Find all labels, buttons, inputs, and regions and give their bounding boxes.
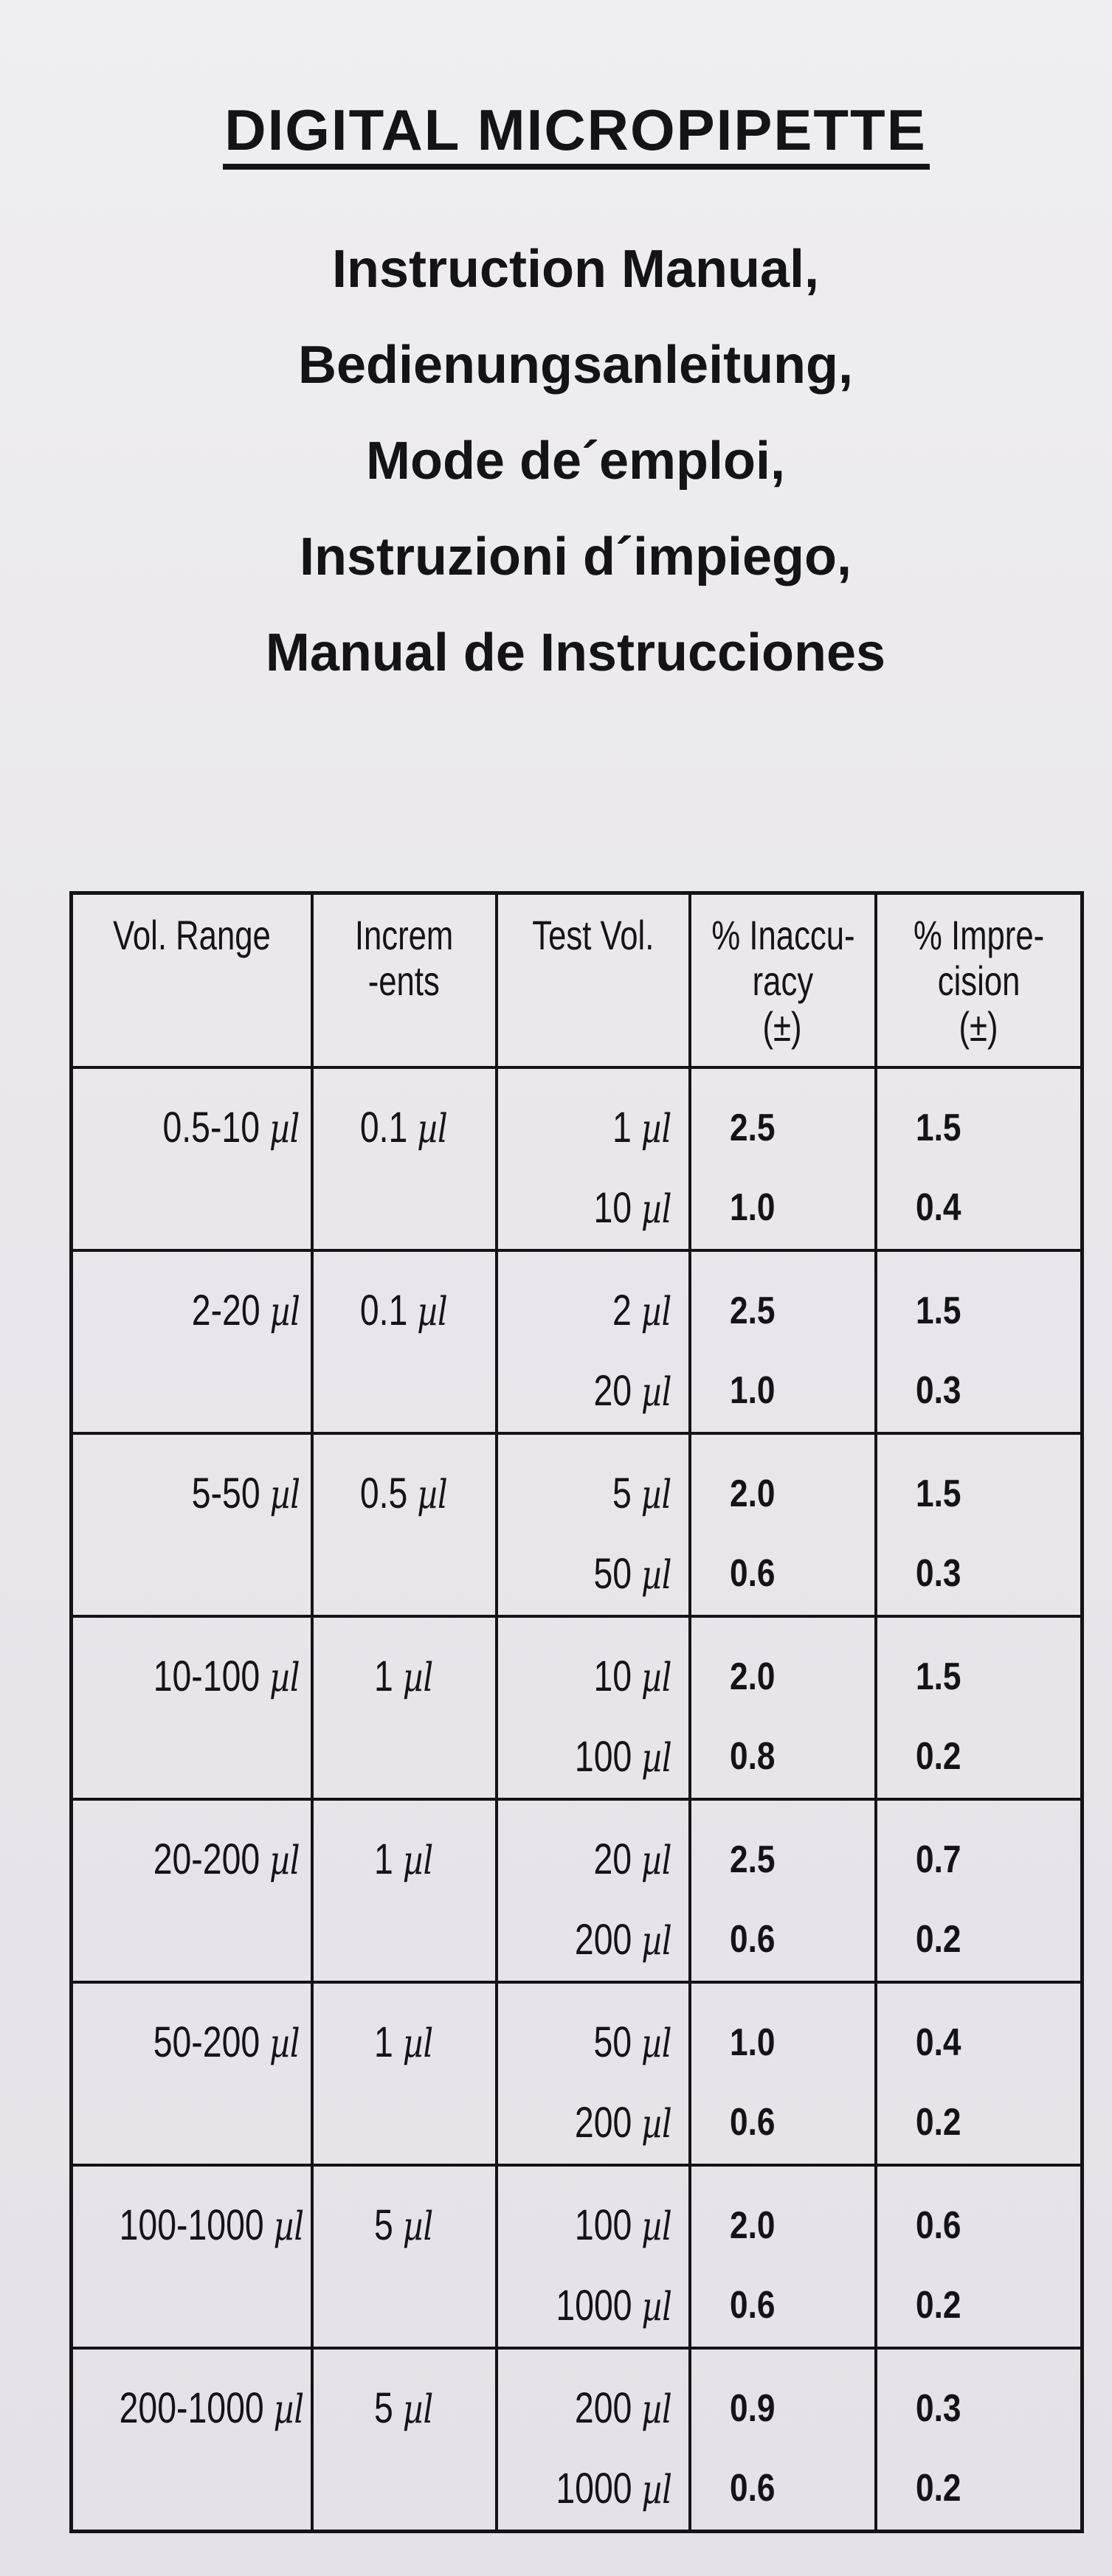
cell-increment bbox=[312, 1982, 497, 2165]
increment-unit: µl bbox=[417, 1104, 448, 1152]
imprecision-value: 0.3 bbox=[915, 2386, 961, 2430]
header-test-vol bbox=[497, 893, 690, 1067]
cell-increment bbox=[312, 1616, 497, 1799]
vol-range-value: 10-100 bbox=[153, 1652, 260, 1700]
cell-inaccuracy bbox=[690, 1799, 876, 1982]
vol-range-value: 100-1000 bbox=[119, 2201, 264, 2249]
table-row bbox=[72, 1616, 1082, 1799]
test-vol-value: 200 bbox=[574, 2383, 632, 2432]
inaccuracy-value: 2.5 bbox=[729, 1106, 775, 1149]
test-vol-unit: µl bbox=[641, 1287, 672, 1334]
test-vol-unit: µl bbox=[641, 1917, 672, 1964]
imprecision-value: 0.2 bbox=[915, 2283, 961, 2327]
inaccuracy-value: 0.8 bbox=[729, 1734, 775, 1778]
cell-test-vol bbox=[497, 2165, 690, 2348]
cell-inaccuracy bbox=[690, 1433, 876, 1616]
inaccuracy-value: 0.6 bbox=[729, 2466, 775, 2510]
cell-increment bbox=[312, 1250, 497, 1433]
imprecision-value: 0.2 bbox=[915, 2466, 961, 2510]
test-vol-value: 50 bbox=[593, 2018, 632, 2066]
cell-increment bbox=[312, 2348, 497, 2532]
cell-vol-range bbox=[72, 1982, 312, 2165]
title-underline bbox=[223, 164, 930, 170]
test-vol-value: 200 bbox=[574, 1915, 632, 1964]
header-inaccuracy-line-2: racy bbox=[752, 958, 813, 1004]
cell-test-vol bbox=[497, 2348, 690, 2532]
test-vol-unit: µl bbox=[641, 2099, 672, 2147]
cell-vol-range bbox=[72, 1799, 312, 1982]
header-inaccuracy-line-1: % Inaccu- bbox=[711, 912, 855, 958]
test-vol-unit: µl bbox=[641, 1470, 672, 1517]
test-vol-value: 2 bbox=[612, 1286, 632, 1334]
test-vol-unit: µl bbox=[641, 1104, 672, 1152]
imprecision-value: 0.3 bbox=[915, 1551, 961, 1595]
table-body bbox=[72, 1067, 1082, 2532]
table-row bbox=[72, 1982, 1082, 2165]
cell-imprecision bbox=[876, 2348, 1082, 2532]
increment-unit: µl bbox=[403, 2202, 434, 2249]
table-row bbox=[72, 1433, 1082, 1616]
cell-inaccuracy bbox=[690, 1067, 876, 1250]
test-vol-value: 1000 bbox=[555, 2464, 632, 2513]
header-increments-line-2: -ents bbox=[367, 958, 441, 1004]
vol-range-value: 5-50 bbox=[191, 1469, 260, 1517]
subtitle-german: Bedienungsanleitung, bbox=[297, 336, 854, 395]
increment-unit: µl bbox=[417, 1287, 448, 1334]
header-test-vol-line: Test Vol. bbox=[531, 912, 655, 958]
header-increments bbox=[312, 893, 497, 1067]
inaccuracy-value: 2.5 bbox=[729, 1289, 775, 1332]
vol-range-value: 20-200 bbox=[153, 1835, 260, 1883]
imprecision-value: 0.3 bbox=[915, 1368, 961, 1412]
increment-value: 5 bbox=[374, 2201, 394, 2249]
cell-test-vol bbox=[497, 1982, 690, 2165]
test-vol-unit: µl bbox=[641, 1836, 672, 1883]
vol-range-unit: µl bbox=[269, 1287, 300, 1334]
test-vol-value: 10 bbox=[593, 1183, 632, 1232]
cell-imprecision bbox=[876, 1250, 1082, 1433]
cell-inaccuracy bbox=[690, 2348, 876, 2532]
document-title: DIGITAL MICROPIPETTE bbox=[224, 97, 927, 162]
vol-range-unit: µl bbox=[269, 1836, 300, 1883]
increment-unit: µl bbox=[403, 1653, 434, 1700]
test-vol-unit: µl bbox=[641, 2019, 672, 2066]
cell-vol-range bbox=[72, 2165, 312, 2348]
test-vol-unit: µl bbox=[641, 1551, 672, 1598]
subtitle-spanish: Manual de Instrucciones bbox=[265, 623, 886, 682]
cell-test-vol bbox=[497, 1616, 690, 1799]
vol-range-value: 200-1000 bbox=[119, 2383, 264, 2432]
imprecision-value: 1.5 bbox=[915, 1106, 961, 1149]
increment-unit: µl bbox=[417, 1470, 448, 1517]
increment-value: 0.1 bbox=[360, 1286, 408, 1334]
cell-inaccuracy bbox=[690, 1250, 876, 1433]
cell-inaccuracy bbox=[690, 2165, 876, 2348]
subtitle-italian: Instruzioni d´impiego, bbox=[300, 527, 852, 586]
test-vol-unit: µl bbox=[641, 2385, 672, 2432]
table-row bbox=[72, 1250, 1082, 1433]
increment-unit: µl bbox=[403, 2019, 434, 2066]
test-vol-value: 5 bbox=[612, 1469, 632, 1517]
imprecision-value: 1.5 bbox=[915, 1655, 961, 1698]
imprecision-value: 0.2 bbox=[915, 1917, 961, 1961]
test-vol-value: 1000 bbox=[555, 2281, 632, 2330]
vol-range-unit: µl bbox=[269, 1653, 300, 1700]
test-vol-value: 50 bbox=[593, 1549, 632, 1598]
inaccuracy-value: 2.5 bbox=[729, 1838, 775, 1881]
imprecision-value: 0.4 bbox=[915, 2021, 961, 2064]
increment-value: 0.5 bbox=[360, 1469, 408, 1517]
cell-test-vol bbox=[497, 1250, 690, 1433]
cell-imprecision bbox=[876, 1982, 1082, 2165]
inaccuracy-value: 2.0 bbox=[729, 1472, 775, 1515]
test-vol-unit: µl bbox=[641, 1734, 672, 1781]
cell-inaccuracy bbox=[690, 1616, 876, 1799]
cell-test-vol bbox=[497, 1433, 690, 1616]
increment-unit: µl bbox=[403, 1836, 434, 1883]
table-row bbox=[72, 1067, 1082, 1250]
table-row bbox=[72, 2348, 1082, 2532]
imprecision-value: 0.4 bbox=[915, 1185, 961, 1229]
subtitle-english: Instruction Manual, bbox=[331, 240, 820, 299]
cell-imprecision bbox=[876, 1616, 1082, 1799]
test-vol-value: 10 bbox=[593, 1652, 632, 1700]
cell-increment bbox=[312, 1433, 497, 1616]
cell-imprecision bbox=[876, 1799, 1082, 1982]
cell-vol-range bbox=[72, 1250, 312, 1433]
vol-range-unit: µl bbox=[273, 2202, 304, 2249]
header-increments-line-1: Increm bbox=[354, 912, 454, 958]
inaccuracy-value: 0.6 bbox=[729, 1551, 775, 1595]
increment-value: 1 bbox=[374, 1835, 394, 1883]
inaccuracy-value: 1.0 bbox=[729, 1368, 775, 1412]
inaccuracy-value: 0.9 bbox=[729, 2386, 775, 2430]
cell-increment bbox=[312, 1067, 497, 1250]
subtitle-french: Mode de´emploi, bbox=[365, 432, 786, 491]
cell-increment bbox=[312, 2165, 497, 2348]
cell-vol-range bbox=[72, 2348, 312, 2532]
increment-value: 1 bbox=[374, 1652, 394, 1700]
test-vol-unit: µl bbox=[641, 2465, 672, 2513]
test-vol-unit: µl bbox=[641, 2282, 672, 2330]
cell-inaccuracy bbox=[690, 1982, 876, 2165]
vol-range-unit: µl bbox=[269, 1104, 300, 1152]
test-vol-unit: µl bbox=[641, 1185, 672, 1232]
header-imprecision-line-1: % Impre- bbox=[913, 912, 1044, 958]
header-imprecision bbox=[876, 893, 1082, 1067]
cell-vol-range bbox=[72, 1433, 312, 1616]
increment-unit: µl bbox=[403, 2385, 434, 2432]
vol-range-unit: µl bbox=[269, 2019, 300, 2066]
vol-range-value: 50-200 bbox=[153, 2018, 260, 2066]
increment-value: 0.1 bbox=[360, 1103, 408, 1152]
subtitle-list bbox=[192, 221, 959, 701]
cell-increment bbox=[312, 1799, 497, 1982]
vol-range-value: 0.5-10 bbox=[162, 1103, 260, 1152]
table-row bbox=[72, 2165, 1082, 2348]
cell-imprecision bbox=[876, 1067, 1082, 1250]
imprecision-value: 0.2 bbox=[915, 1734, 961, 1778]
test-vol-value: 200 bbox=[574, 2098, 632, 2147]
increment-value: 1 bbox=[374, 2018, 394, 2066]
header-vol-range-line: Vol. Range bbox=[112, 912, 271, 958]
test-vol-value: 1 bbox=[612, 1103, 632, 1152]
header-inaccuracy-line-3: (±) bbox=[762, 1003, 803, 1050]
test-vol-value: 20 bbox=[593, 1366, 632, 1415]
imprecision-value: 1.5 bbox=[915, 1289, 961, 1332]
header-imprecision-line-2: cision bbox=[937, 958, 1021, 1004]
table-row bbox=[72, 1799, 1082, 1982]
imprecision-value: 0.6 bbox=[915, 2203, 961, 2247]
imprecision-value: 1.5 bbox=[915, 1472, 961, 1515]
inaccuracy-value: 0.6 bbox=[729, 2283, 775, 2327]
inaccuracy-value: 0.6 bbox=[729, 2100, 775, 2144]
vol-range-unit: µl bbox=[273, 2385, 304, 2432]
vol-range-unit: µl bbox=[269, 1470, 300, 1517]
header-inaccuracy bbox=[690, 893, 876, 1067]
vol-range-value: 2-20 bbox=[191, 1286, 260, 1334]
cell-test-vol bbox=[497, 1799, 690, 1982]
cell-vol-range bbox=[72, 1067, 312, 1250]
imprecision-value: 0.7 bbox=[915, 1838, 961, 1881]
test-vol-unit: µl bbox=[641, 1653, 672, 1700]
test-vol-value: 20 bbox=[593, 1835, 632, 1883]
cell-test-vol bbox=[497, 1067, 690, 1250]
inaccuracy-value: 2.0 bbox=[729, 2203, 775, 2247]
table-header-row bbox=[72, 893, 1082, 1067]
test-vol-value: 100 bbox=[574, 1732, 632, 1781]
header-vol-range bbox=[72, 893, 312, 1067]
test-vol-unit: µl bbox=[641, 2202, 672, 2249]
inaccuracy-value: 2.0 bbox=[729, 1655, 775, 1698]
imprecision-value: 0.2 bbox=[915, 2100, 961, 2144]
header-imprecision-line-3: (±) bbox=[959, 1003, 998, 1050]
cell-imprecision bbox=[876, 1433, 1082, 1616]
increment-value: 5 bbox=[374, 2383, 394, 2432]
inaccuracy-value: 1.0 bbox=[729, 1185, 775, 1229]
cell-imprecision bbox=[876, 2165, 1082, 2348]
cell-vol-range bbox=[72, 1616, 312, 1799]
test-vol-unit: µl bbox=[641, 1368, 672, 1415]
inaccuracy-value: 0.6 bbox=[729, 1917, 775, 1961]
inaccuracy-value: 1.0 bbox=[729, 2021, 775, 2064]
specification-table bbox=[69, 891, 1084, 2533]
test-vol-value: 100 bbox=[574, 2201, 632, 2249]
